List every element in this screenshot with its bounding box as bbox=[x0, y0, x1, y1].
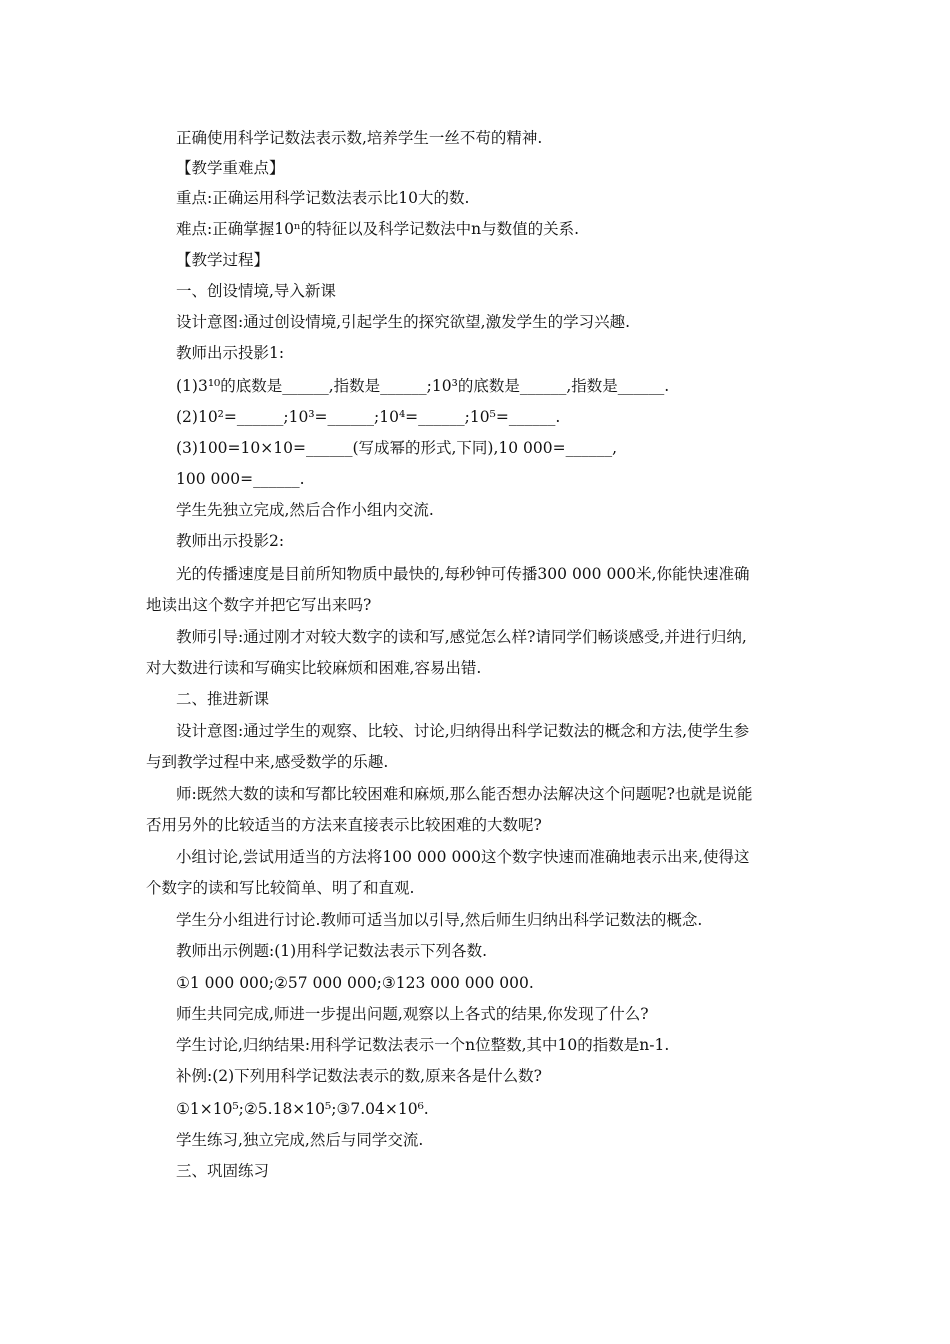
text-line: 小组讨论,尝试用适当的方法将100 000 000这个数字快速而准确地表示出来,使得这 bbox=[176, 848, 750, 866]
text-line: 地读出这个数字并把它写出来吗? bbox=[146, 596, 372, 614]
text-line: 对大数进行读和写确实比较麻烦和困难,容易出错. bbox=[146, 659, 482, 677]
subsection-heading: 三、巩固练习 bbox=[176, 1162, 270, 1180]
exercise-line: (3)100=10×10=______(写成幂的形式,下同),10 000=______, bbox=[176, 439, 618, 457]
text-line: 个数字的读和写比较简单、明了和直观. bbox=[146, 879, 415, 897]
text-line: 教师出示投影2: bbox=[176, 532, 285, 550]
text-line: 设计意图:通过创设情境,引起学生的探究欲望,激发学生的学习兴趣. bbox=[176, 313, 631, 331]
text-line: 正确使用科学记数法表示数,培养学生一丝不苟的精神. bbox=[176, 129, 543, 147]
subsection-heading: 二、推进新课 bbox=[176, 690, 270, 708]
exercise-line: 100 000=______. bbox=[176, 470, 305, 488]
text-line: 光的传播速度是目前所知物质中最快的,每秒钟可传播300 000 000米,你能快速准确 bbox=[176, 565, 750, 583]
text-line: 学生分小组进行讨论.教师可适当加以引导,然后师生归纳出科学记数法的概念. bbox=[176, 911, 703, 929]
text-line: ①1 000 000;②57 000 000;③123 000 000 000. bbox=[176, 974, 534, 992]
text-line: 师:既然大数的读和写都比较困难和麻烦,那么能否想办法解决这个问题呢?也就是说能 bbox=[176, 785, 753, 803]
subsection-heading: 一、创设情境,导入新课 bbox=[176, 282, 336, 300]
exercise-line: ①1×10⁵;②5.18×10⁵;③7.04×10⁶. bbox=[176, 1100, 429, 1118]
text-line: 与到教学过程中来,感受数学的乐趣. bbox=[146, 753, 389, 771]
text-line: 重点:正确运用科学记数法表示比10大的数. bbox=[176, 189, 470, 207]
text-line: 设计意图:通过学生的观察、比较、讨论,归纳得出科学记数法的概念和方法,使学生参 bbox=[176, 722, 750, 740]
section-heading: 【教学过程】 bbox=[176, 251, 270, 269]
text-line: 学生讨论,归纳结果:用科学记数法表示一个n位整数,其中10的指数是n-1. bbox=[176, 1036, 670, 1054]
text-line: 难点:正确掌握10ⁿ的特征以及科学记数法中n与数值的关系. bbox=[176, 220, 580, 238]
text-line: 师生共同完成,师进一步提出问题,观察以上各式的结果,你发现了什么? bbox=[176, 1005, 649, 1023]
text-line: 教师出示例题:(1)用科学记数法表示下列各数. bbox=[176, 942, 488, 960]
section-heading: 【教学重难点】 bbox=[176, 159, 285, 177]
text-line: 补例:(2)下列用科学记数法表示的数,原来各是什么数? bbox=[176, 1067, 542, 1085]
exercise-line: (2)10²=______;10³=______;10⁴=______;10⁵=______. bbox=[176, 408, 561, 426]
text-line: 教师引导:通过刚才对较大数字的读和写,感觉怎么样?请同学们畅谈感受,并进行归纳, bbox=[176, 628, 747, 646]
text-line: 否用另外的比较适当的方法来直接表示比较困难的大数呢? bbox=[146, 816, 542, 834]
exercise-line: (1)3¹⁰的底数是______,指数是______;10³的底数是______,指数是______. bbox=[176, 377, 670, 395]
text-line: 学生先独立完成,然后合作小组内交流. bbox=[176, 501, 434, 519]
text-line: 学生练习,独立完成,然后与同学交流. bbox=[176, 1131, 424, 1149]
text-line: 教师出示投影1: bbox=[176, 344, 285, 362]
